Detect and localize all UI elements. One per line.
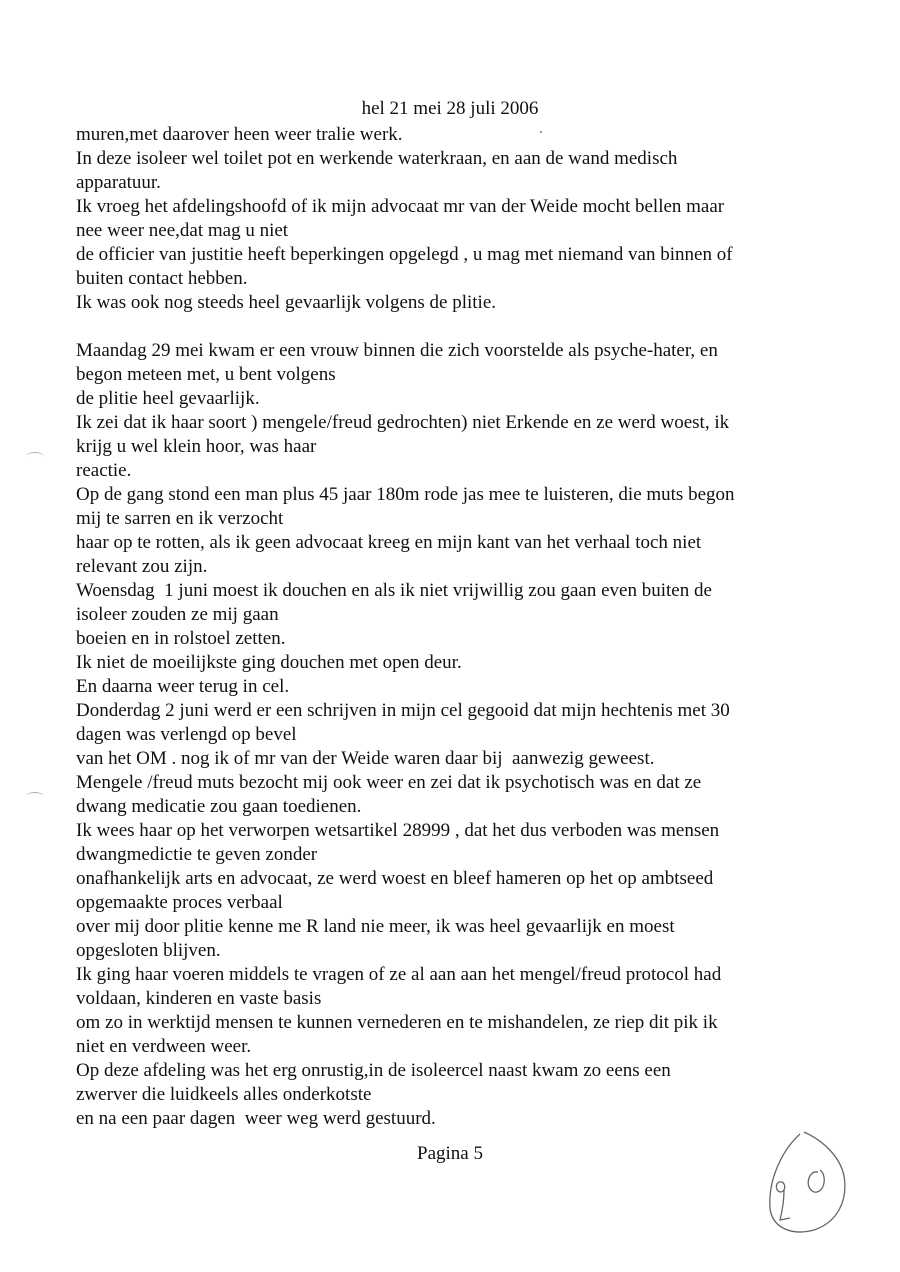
text-line: zwerver die luidkeels alles onderkotste xyxy=(76,1084,372,1105)
page-footer: Pagina 5 xyxy=(417,1143,483,1164)
handwritten-page-number-icon xyxy=(762,1130,850,1238)
paragraph-gap xyxy=(76,315,856,339)
text-line: mij te sarren en ik verzocht xyxy=(76,508,284,529)
text-line: Ik vroeg het afdelingshoofd of ik mijn advocaat mr van der Weide mocht bellen maar xyxy=(76,196,725,217)
text-line: Op de gang stond een man plus 45 jaar 180m rode jas mee te luisteren, die muts begon xyxy=(76,484,735,505)
text-line: In deze isoleer wel toilet pot en werkende waterkraan, en aan de wand medisch xyxy=(76,148,678,169)
text-line: Donderdag 2 juni werd er een schrijven in mijn cel gegooid dat mijn hechtenis met 30 xyxy=(76,700,730,721)
text-line: En daarna weer terug in cel. xyxy=(76,676,290,697)
text-line: dwang medicatie zou gaan toedienen. xyxy=(76,796,362,817)
text-line: onafhankelijk arts en advocaat, ze werd woest en bleef hameren op het op ambtseed xyxy=(76,868,714,889)
text-line: Mengele /freud muts bezocht mij ook weer en zei dat ik psychotisch was en dat ze xyxy=(76,772,702,793)
text-line: en na een paar dagen weer weg werd gestuurd. xyxy=(76,1108,436,1129)
text-line: krijg u wel klein hoor, was haar xyxy=(76,436,317,457)
text-line: buiten contact hebben. xyxy=(76,268,248,289)
text-line: relevant zou zijn. xyxy=(76,556,208,577)
text-line: isoleer zouden ze mij gaan xyxy=(76,604,279,625)
text-line: Maandag 29 mei kwam er een vrouw binnen die zich voorstelde als psyche-hater, en xyxy=(76,340,718,361)
text-line: dagen was verlengd op bevel xyxy=(76,724,297,745)
text-line: nee weer nee,dat mag u niet xyxy=(76,220,289,241)
text-line: boeien en in rolstoel zetten. xyxy=(76,628,286,649)
text-line: om zo in werktijd mensen te kunnen vernederen en te mishandelen, ze riep dit pik ik xyxy=(76,1012,718,1033)
punch-hole-mark-icon xyxy=(26,452,44,461)
text-line: van het OM . nog ik of mr van der Weide waren daar bij aanwezig geweest. xyxy=(76,748,655,769)
text-line: haar op te rotten, als ik geen advocaat kreeg en mijn kant van het verhaal toch niet xyxy=(76,532,702,553)
text-line: Ik zei dat ik haar soort ) mengele/freud gedrochten) niet Erkende en ze werd woest, ik xyxy=(76,412,730,433)
text-line: apparatuur. xyxy=(76,172,161,193)
page-header: hel 21 mei 28 juli 2006 xyxy=(361,98,539,119)
text-line: Ik ging haar voeren middels te vragen of ze al aan aan het mengel/freud protocol had xyxy=(76,964,722,985)
text-line: voldaan, kinderen en vaste basis xyxy=(76,988,322,1009)
punch-hole-mark-icon xyxy=(26,792,44,801)
text-line: de officier van justitie heeft beperkingen opgelegd , u mag met niemand van binnen of xyxy=(76,244,733,265)
text-line: opgesloten blijven. xyxy=(76,940,221,961)
text-line: Ik was ook nog steeds heel gevaarlijk volgens de plitie. xyxy=(76,292,497,313)
text-line: Ik niet de moeilijkste ging douchen met open deur. xyxy=(76,652,462,673)
text-line: Woensdag 1 juni moest ik douchen en als ik niet vrijwillig zou gaan even buiten de xyxy=(76,580,712,601)
text-line: dwangmedictie te geven zonder xyxy=(76,844,318,865)
text-line: Ik wees haar op het verworpen wetsartikel 28999 , dat het dus verboden was mensen xyxy=(76,820,720,841)
text-line: niet en verdween weer. xyxy=(76,1036,252,1057)
text-line: Op deze afdeling was het erg onrustig,in de isoleercel naast kwam zo eens een xyxy=(76,1060,671,1081)
text-line: de plitie heel gevaarlijk. xyxy=(76,388,260,409)
text-line: muren,met daarover heen weer tralie werk. xyxy=(76,124,403,145)
text-line: opgemaakte proces verbaal xyxy=(76,892,283,913)
text-line: over mij door plitie kenne me R land nie meer, ik was heel gevaarlijk en moest xyxy=(76,916,675,937)
document-body xyxy=(76,123,856,1131)
text-line: reactie. xyxy=(76,460,132,481)
text-line: begon meteen met, u bent volgens xyxy=(76,364,336,385)
